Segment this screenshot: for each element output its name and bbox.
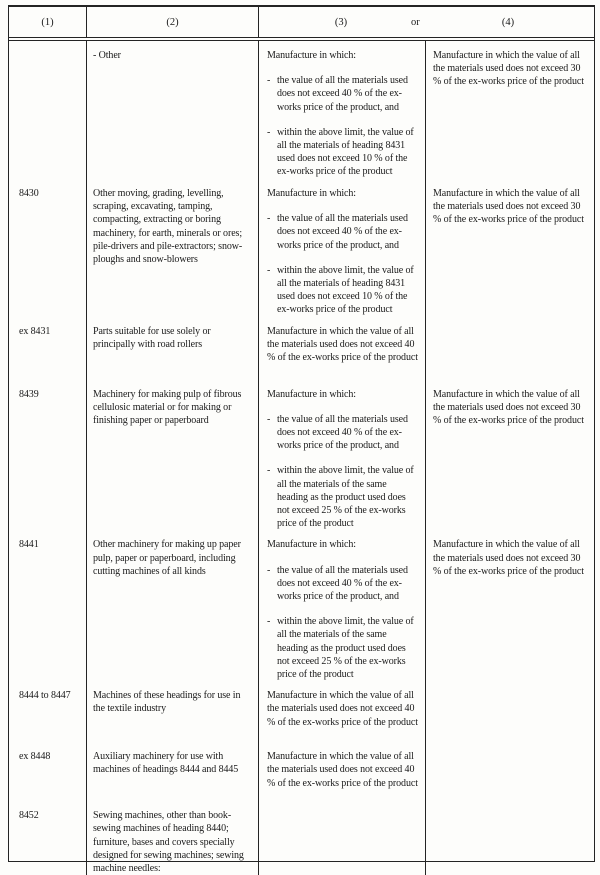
- rules-of-origin-table: [8, 5, 595, 875]
- description-cell: Machines of these headings for use in the textile industry: [87, 681, 259, 742]
- dash-marker: -: [267, 564, 271, 576]
- working-rule-cell: [259, 801, 426, 875]
- dash-marker: -: [267, 616, 271, 628]
- heading-code-cell: 8452: [9, 801, 87, 875]
- rule-intro: Manufacture in which the value of all the materials used does not exceed 40 % of the ex-works price of the product: [267, 325, 418, 364]
- table-row: [9, 380, 594, 531]
- table-row: [9, 530, 594, 681]
- working-rule-cell: [259, 317, 426, 380]
- alternative-rule-cell: [426, 742, 596, 801]
- table-row: [9, 179, 594, 317]
- working-rule-cell: [259, 179, 426, 317]
- rule-intro: Manufacture in which the value of all the materials used does not exceed 40 % of the ex-works price of the product: [267, 690, 418, 728]
- working-rule-cell: [259, 41, 426, 179]
- alternative-rule-cell: [426, 801, 596, 875]
- heading-code-cell: ex 8431: [9, 317, 87, 380]
- table-row: [9, 317, 594, 380]
- description-cell: Other moving, grading, levelling, scraping, excavating, tamping, compacting, extracting or boring machinery, for earth, minerals or ores; pile-drivers and pile-extractors; snow-ploughs and snow-blowers: [87, 179, 259, 317]
- description-cell: Parts suitable for use solely or principally with road rollers: [87, 317, 259, 380]
- header-col-1: (1): [9, 7, 87, 37]
- header-or-label: or: [411, 16, 420, 28]
- header-col-3: (3): [334, 16, 348, 28]
- header-col-2: (2): [87, 7, 259, 37]
- heading-code-cell: ex 8448: [9, 742, 87, 801]
- description-cell: Machinery for making pulp of fibrous cellulosic material or for making or finishing paper or paperboard: [87, 380, 259, 531]
- heading-code-cell: 8444 to 8447: [9, 681, 87, 742]
- table-header-row: [9, 7, 594, 41]
- description-cell: Auxiliary machinery for use with machines of headings 8444 and 8445: [87, 742, 259, 801]
- dash-marker: -: [267, 75, 271, 87]
- alternative-rule-cell: Manufacture in which the value of all the materials used does not exceed 30 % of the ex-works price of the product: [433, 50, 584, 88]
- heading-code-cell: 8441: [9, 530, 87, 681]
- description-cell: - Other: [87, 41, 259, 179]
- rule-bullet: - within the above limit, the value of all the materials of the same heading as the product used does not exceed 25 % of the ex-works price of the product: [267, 465, 414, 530]
- alternative-rule-cell: Manufacture in which the value of all the materials used does not exceed 30 % of the ex-works price of the product: [433, 539, 584, 577]
- dash-marker: -: [267, 213, 271, 225]
- table-body: [9, 41, 594, 875]
- dash-marker: -: [267, 264, 271, 276]
- rule-intro: Manufacture in which:: [267, 539, 356, 551]
- rule-intro: Manufacture in which:: [267, 50, 356, 61]
- rule-bullet: - the value of all the materials used does not exceed 40 % of the ex-works price of the product, and: [267, 75, 408, 113]
- dash-marker: -: [267, 413, 271, 425]
- rule-intro: Manufacture in which:: [267, 188, 356, 199]
- working-rule-cell: [259, 742, 426, 801]
- alternative-rule-cell: Manufacture in which the value of all the materials used does not exceed 30 % of the ex-works price of the product: [433, 188, 584, 226]
- rule-bullet: - within the above limit, the value of all the materials of the same heading as the product used does not exceed 25 % of the ex-works price of the product: [267, 616, 414, 681]
- rule-bullet: - the value of all the materials used does not exceed 40 % of the ex-works price of the product, and: [267, 413, 408, 452]
- dash-marker: -: [267, 126, 271, 138]
- table-row: [9, 41, 594, 179]
- table-row: [9, 681, 594, 742]
- dash-marker: -: [267, 465, 271, 477]
- heading-code-cell: [9, 41, 87, 179]
- heading-code-cell: 8439: [9, 380, 87, 531]
- alternative-rule-cell: [426, 681, 596, 742]
- rule-bullet: - within the above limit, the value of all the materials of heading 8431 used does not exceed 10 % of the ex-works price of the product: [267, 126, 414, 178]
- rule-bullet: - the value of all the materials used does not exceed 40 % of the ex-works price of the product, and: [267, 564, 408, 603]
- rule-bullet: - the value of all the materials used does not exceed 40 % of the ex-works price of the product, and: [267, 213, 408, 251]
- header-col-3-or-4: [259, 7, 593, 37]
- rule-intro: Manufacture in which:: [267, 388, 356, 400]
- description-cell: Sewing machines, other than book-sewing machines of heading 8440; furniture, bases and covers specially designed for sewing machines; sewing machine needles:: [87, 801, 259, 875]
- description-cell: Other machinery for making up paper pulp, paper or paperboard, including cutting machines of all kinds: [87, 530, 259, 681]
- working-rule-cell: [259, 380, 426, 531]
- rule-bullet: - within the above limit, the value of all the materials of heading 8431 used does not exceed 10 % of the ex-works price of the product: [267, 264, 414, 316]
- table-row: [9, 801, 594, 875]
- header-col-4: (4): [501, 16, 515, 28]
- alternative-rule-cell: [426, 317, 596, 380]
- alternative-rule-cell: Manufacture in which the value of all the materials used does not exceed 30 % of the ex-works price of the product: [433, 388, 584, 427]
- rule-intro: Manufacture in which the value of all the materials used does not exceed 40 % of the ex-works price of the product: [267, 751, 418, 789]
- working-rule-cell: [259, 681, 426, 742]
- table-row: [9, 742, 594, 801]
- working-rule-cell: [259, 530, 426, 681]
- heading-code-cell: 8430: [9, 179, 87, 317]
